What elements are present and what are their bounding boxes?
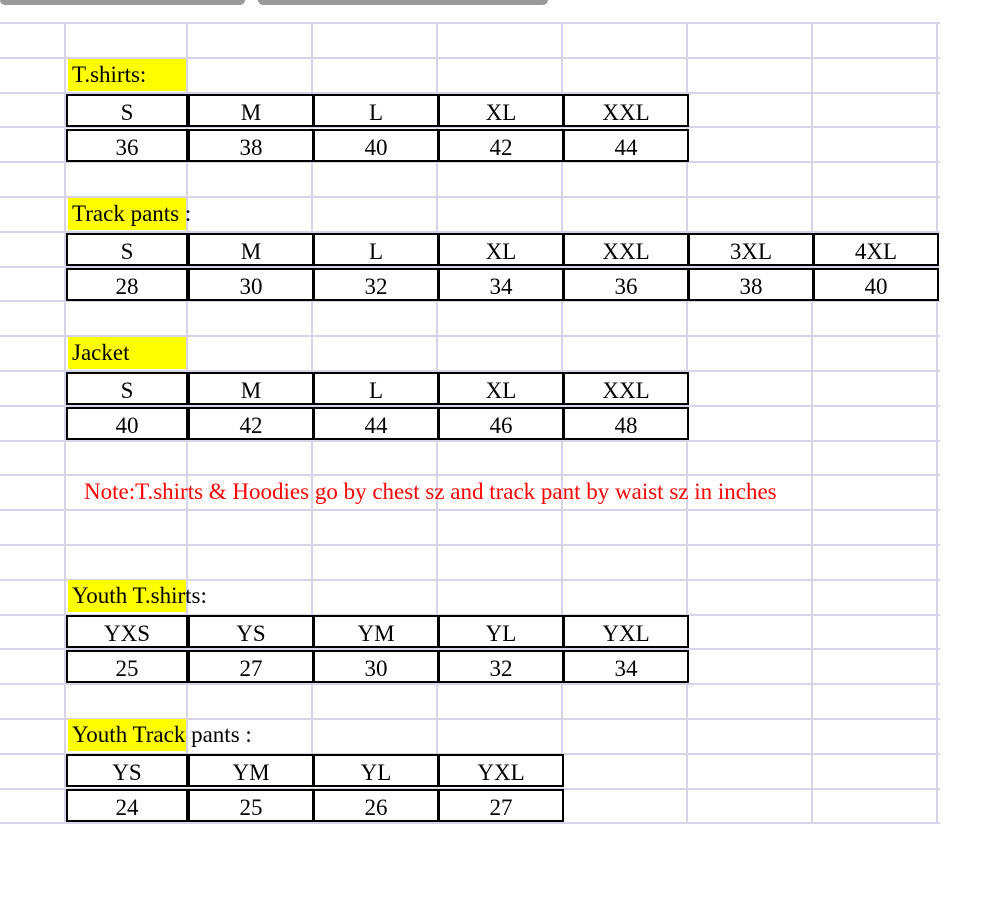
size-header-cell[interactable]: YXS <box>66 615 188 648</box>
size-header-cell[interactable]: L <box>313 233 439 266</box>
size-value-cell[interactable]: 44 <box>313 407 439 440</box>
size-value-cell[interactable]: 25 <box>188 789 314 822</box>
size-value-cell[interactable]: 28 <box>66 268 188 301</box>
section-label-tshirts[interactable]: T.shirts: <box>72 62 147 87</box>
size-value-cell[interactable]: 24 <box>66 789 188 822</box>
size-value-cell[interactable]: 42 <box>438 129 564 162</box>
size-value-cell[interactable]: 40 <box>66 407 188 440</box>
size-value-cell[interactable]: 38 <box>188 129 314 162</box>
section-label-youth-track-pants[interactable]: Youth Track pants : <box>72 722 252 747</box>
size-value-cell[interactable]: 44 <box>563 129 689 162</box>
size-value-cell[interactable]: 34 <box>563 650 689 683</box>
size-header-cell[interactable]: YL <box>438 615 564 648</box>
size-header-cell[interactable]: YS <box>66 754 188 787</box>
grid-row-line <box>0 509 940 511</box>
section-label-jacket[interactable]: Jacket <box>72 340 130 365</box>
size-value-cell[interactable]: 36 <box>66 129 188 162</box>
size-value-cell[interactable]: 40 <box>313 129 439 162</box>
size-header-cell[interactable]: L <box>313 372 439 405</box>
size-header-cell[interactable]: 4XL <box>813 233 939 266</box>
size-header-cell[interactable]: M <box>188 372 314 405</box>
size-value-cell[interactable]: 32 <box>313 268 439 301</box>
size-value-cell[interactable]: 27 <box>438 789 564 822</box>
section-label-youth-tshirts[interactable]: Youth T.shirts: <box>72 583 207 608</box>
size-value-cell[interactable]: 25 <box>66 650 188 683</box>
size-header-cell[interactable]: M <box>188 233 314 266</box>
top-bar-right <box>258 0 548 5</box>
grid-row-line <box>0 683 940 685</box>
size-value-cell[interactable]: 36 <box>563 268 689 301</box>
size-header-cell[interactable]: XL <box>438 233 564 266</box>
sizing-note[interactable]: Note:T.shirts & Hoodies go by chest sz and track pant by waist sz in inches <box>84 479 777 504</box>
size-header-cell[interactable]: YL <box>313 754 439 787</box>
size-header-cell[interactable]: XXL <box>563 94 689 127</box>
size-header-cell[interactable]: M <box>188 94 314 127</box>
size-value-cell[interactable]: 48 <box>563 407 689 440</box>
grid-column-line <box>811 22 813 824</box>
size-value-cell[interactable]: 27 <box>188 650 314 683</box>
size-value-cell[interactable]: 40 <box>813 268 939 301</box>
size-header-cell[interactable]: YM <box>188 754 314 787</box>
size-header-cell[interactable]: XXL <box>563 372 689 405</box>
size-header-cell[interactable]: 3XL <box>688 233 814 266</box>
top-bar-left <box>0 0 245 5</box>
size-value-cell[interactable]: 38 <box>688 268 814 301</box>
grid-row-line <box>0 22 940 24</box>
size-value-cell[interactable]: 30 <box>313 650 439 683</box>
size-header-cell[interactable]: XL <box>438 372 564 405</box>
size-value-cell[interactable]: 42 <box>188 407 314 440</box>
size-value-cell[interactable]: 30 <box>188 268 314 301</box>
size-header-cell[interactable]: XL <box>438 94 564 127</box>
grid-row-line <box>0 822 940 824</box>
size-header-cell[interactable]: YXL <box>438 754 564 787</box>
size-value-cell[interactable]: 26 <box>313 789 439 822</box>
grid-column-line <box>936 22 938 824</box>
size-header-cell[interactable]: S <box>66 372 188 405</box>
size-header-cell[interactable]: S <box>66 94 188 127</box>
size-value-cell[interactable]: 34 <box>438 268 564 301</box>
grid-row-line <box>0 544 940 546</box>
section-label-track-pants[interactable]: Track pants : <box>72 201 192 226</box>
size-header-cell[interactable]: XXL <box>563 233 689 266</box>
size-header-cell[interactable]: YS <box>188 615 314 648</box>
size-header-cell[interactable]: S <box>66 233 188 266</box>
size-value-cell[interactable]: 46 <box>438 407 564 440</box>
size-header-cell[interactable]: YM <box>313 615 439 648</box>
size-header-cell[interactable]: L <box>313 94 439 127</box>
size-value-cell[interactable]: 32 <box>438 650 564 683</box>
size-header-cell[interactable]: YXL <box>563 615 689 648</box>
